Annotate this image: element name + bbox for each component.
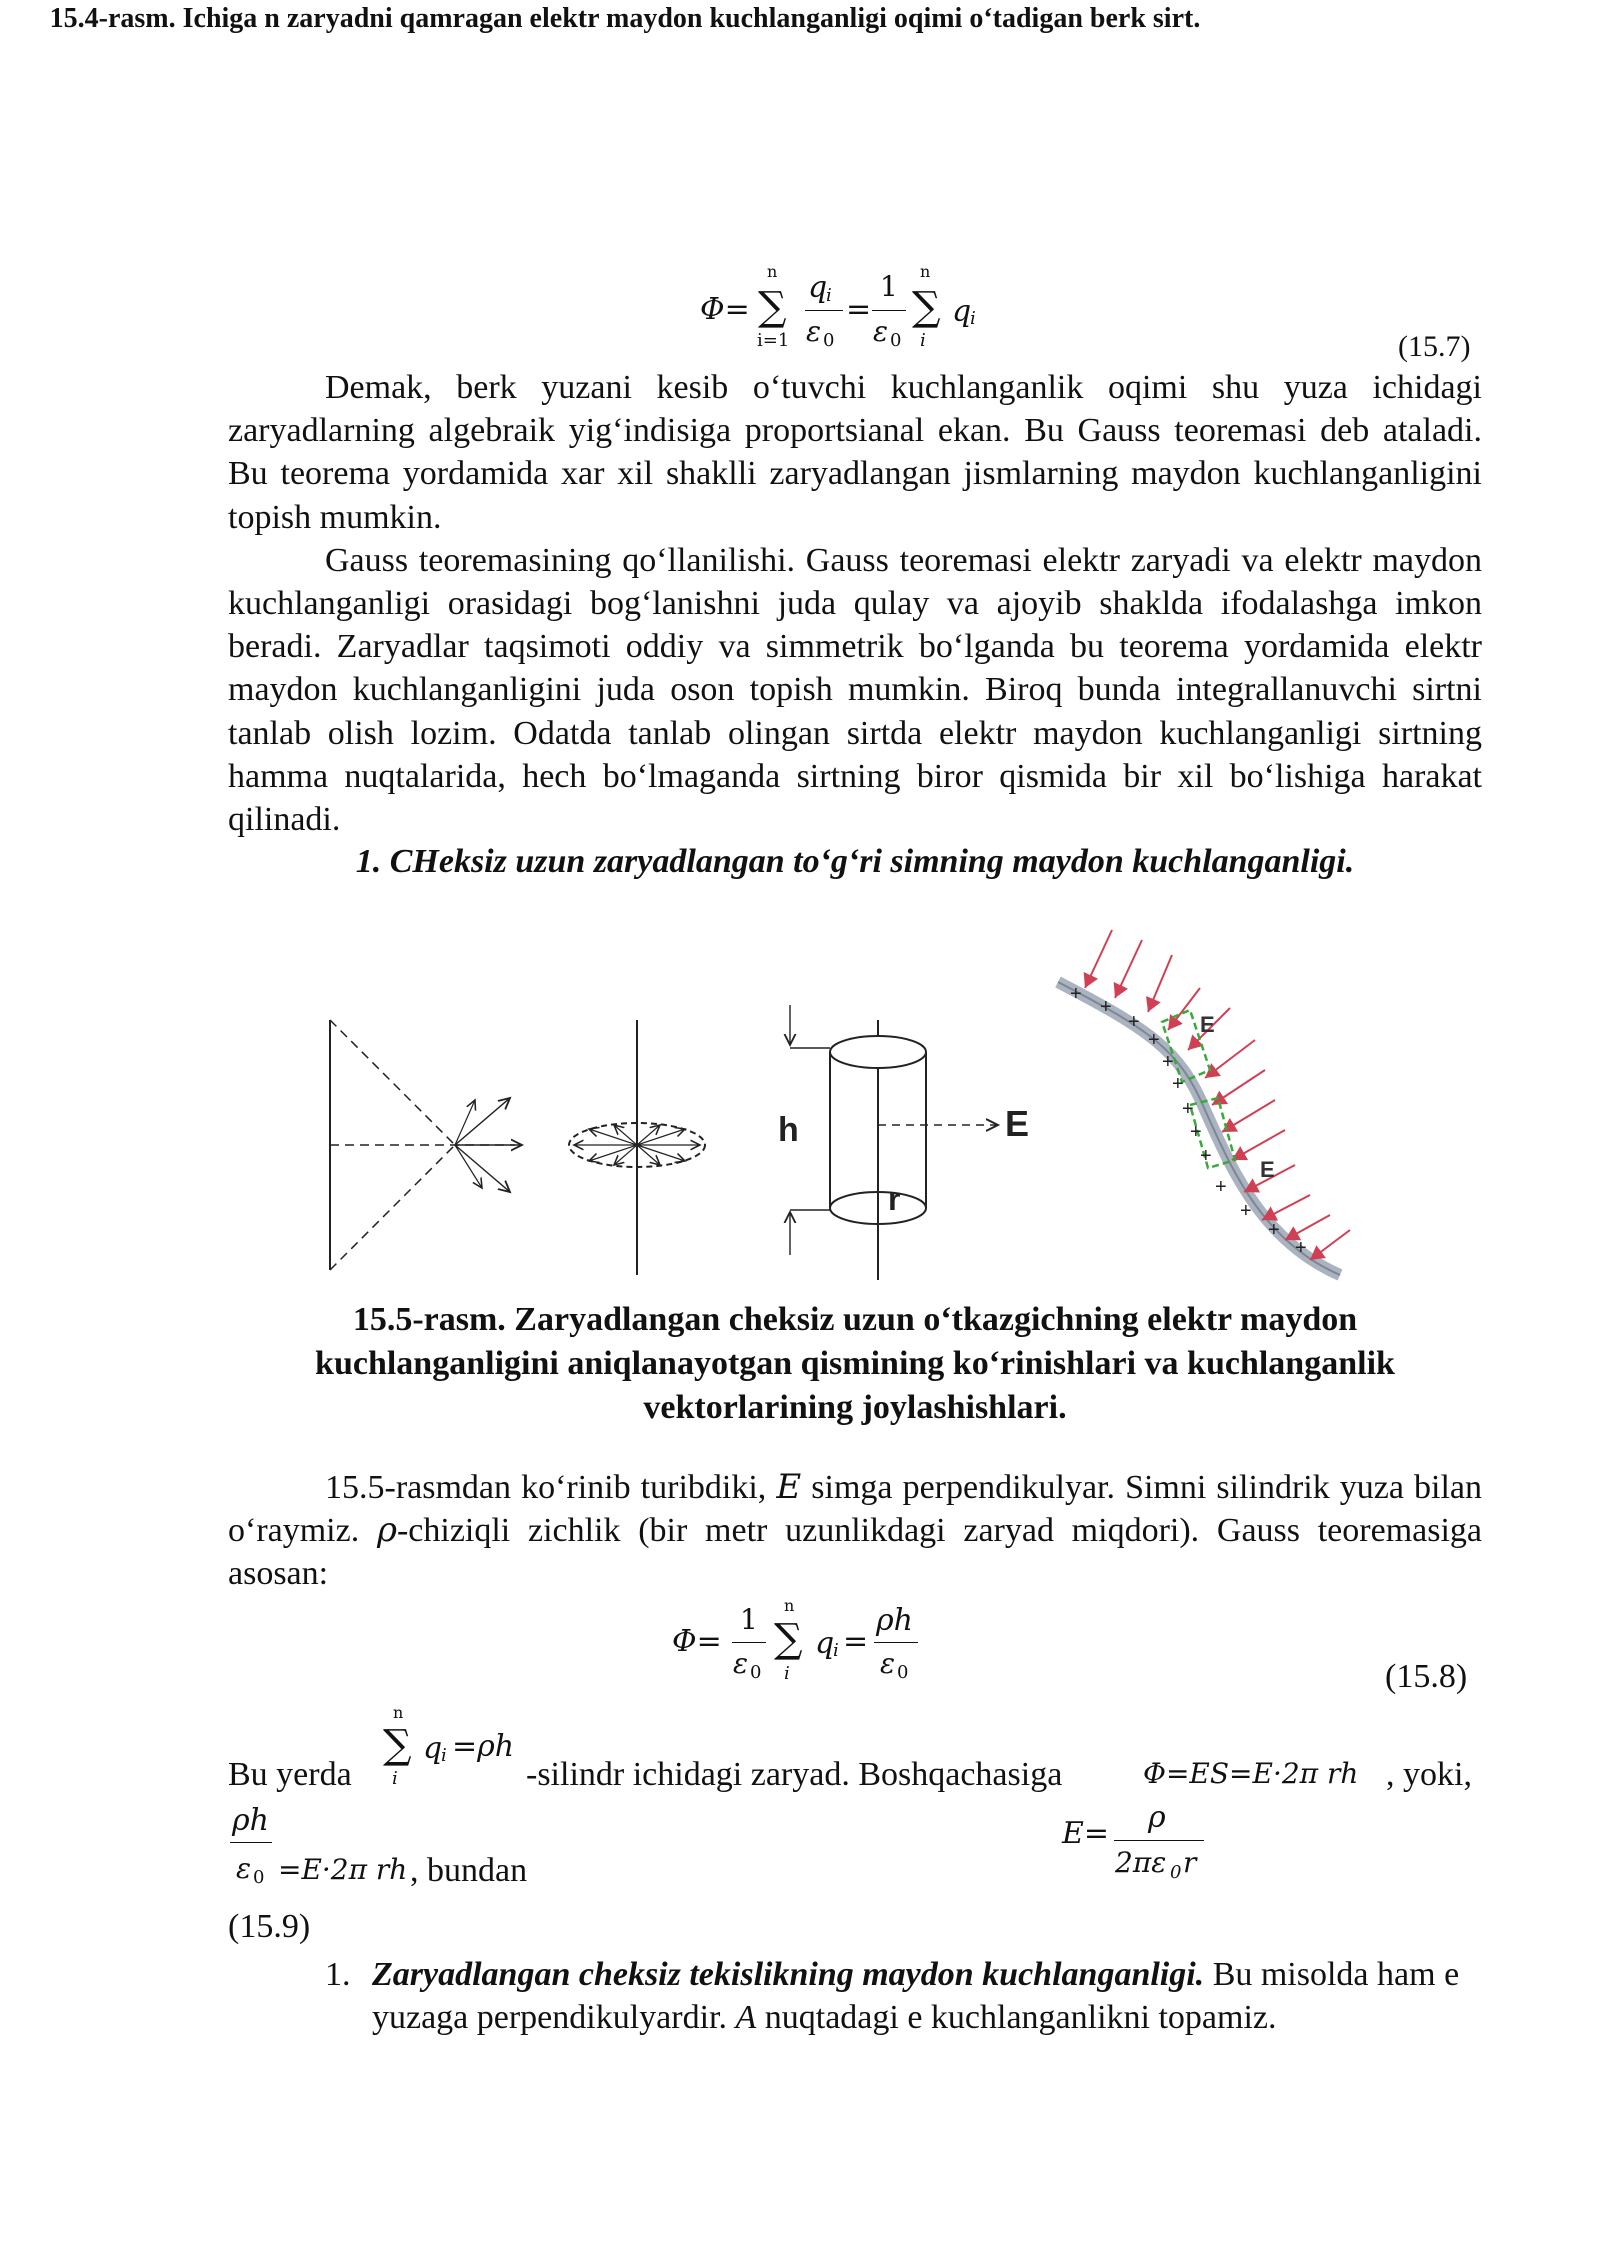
- plus-sign: +: [1172, 1073, 1184, 1095]
- figure-15-5: [300, 910, 1400, 1295]
- plus-sign: +: [1190, 1121, 1202, 1143]
- label-r: r: [888, 1181, 901, 1217]
- plus-sign: +: [1070, 983, 1082, 1005]
- figure-caption-15-4: 15.4-rasm. Ichiga n zaryadni qamragan elektr maydon kuchlanganligi oqimi o‘tadigan berk sirt.: [49, 3, 1201, 34]
- label-h: h: [778, 1111, 799, 1149]
- plus-sign: +: [1182, 1098, 1194, 1120]
- plus-sign: +: [1240, 1200, 1252, 1222]
- figure-caption-15-5: 15.5-rasm. Zaryadlangan cheksiz uzun o‘tkazgichning elektr maydon kuchlanganligini aniqlanayotgan qismining ko‘rinishlari va kuchlanganlik vektorlarining joylashishlari.: [315, 1301, 1395, 1426]
- plus-sign: +: [1162, 1051, 1174, 1073]
- plus-sign: +: [1148, 1029, 1160, 1051]
- label-E-small: E: [1200, 1012, 1215, 1037]
- plus-sign: +: [1295, 1237, 1307, 1259]
- equation-number: (15.8): [1385, 1658, 1468, 1695]
- equation-number: (15.7): [1398, 330, 1471, 363]
- plus-sign: +: [1100, 996, 1112, 1018]
- plus-sign: +: [1128, 1011, 1140, 1033]
- paragraph: Gauss teoremasining qo‘llanilishi. Gauss teoremasi elektr zaryadi va elektr maydon kuchlanganligi orasidagi bog‘lanishni juda qulay va ajoyib shaklda ifodalashga imkon beradi. Zaryadlar taqsimoti oddiy va simmetrik bo‘lganda bu teorema yordamida elektr maydon kuchlanganligini juda oson topish mumkin. Biroq bunda integrallanuvchi sirtni tanlab olish lozim. Odatda tanlab olingan sirtda elektr maydon kuchlanganligi sirtning hamma nuqtalarida, hech bo‘lmaganda sirtning biror qismida bir xil bo‘lishiga harakat qilinadi.: [228, 541, 1482, 839]
- section-heading: 1. CHeksiz uzun zaryadlangan to‘g‘ri simning maydon kuchlanganligi.: [355, 843, 1355, 880]
- gaussian-cylinder-view: [778, 1005, 1029, 1280]
- plus-sign: +: [1200, 1145, 1212, 1167]
- wire-side-view: [330, 1020, 522, 1270]
- fraction-bar: [805, 310, 843, 311]
- plus-sign: +: [1215, 1176, 1227, 1198]
- fraction-bar: [230, 1842, 272, 1843]
- paragraph: Demak, berk yuzani kesib o‘tuvchi kuchlanganlik oqimi shu yuza ichidagi zaryadlarning algebraik yig‘indisiga proportsianal ekan. Bu Gauss teoremasi deb ataladi. Bu teorema yordamida xar xil shaklli zaryadlangan jismlarning maydon kuchlanganligini topish mumkin.: [228, 369, 1482, 536]
- fraction-bar: [1114, 1840, 1204, 1841]
- fraction-bar: [872, 310, 906, 311]
- paragraph-gauss-wire: 15.5-rasmdan ko‘rinib turibdiki, E simga perpendikulyar. Simni silindrik yuza bilan o‘raymiz. ρ-chiziqli zichlik (bir metr uzunlikdagi zaryad miqdori). Gauss teoremasiga asosan:: [228, 1467, 1483, 1593]
- fraction-bar: [874, 1642, 918, 1643]
- label-E: E: [1005, 1103, 1030, 1144]
- label-E-small: E: [1260, 1157, 1275, 1182]
- radial-field-view: [569, 1020, 705, 1275]
- body-paragraphs: [228, 366, 1482, 841]
- plus-sign: +: [1268, 1219, 1280, 1241]
- equation-number: (15.9): [228, 1908, 311, 1945]
- fraction-bar: [732, 1642, 766, 1643]
- charged-surface-view: [1058, 930, 1350, 1275]
